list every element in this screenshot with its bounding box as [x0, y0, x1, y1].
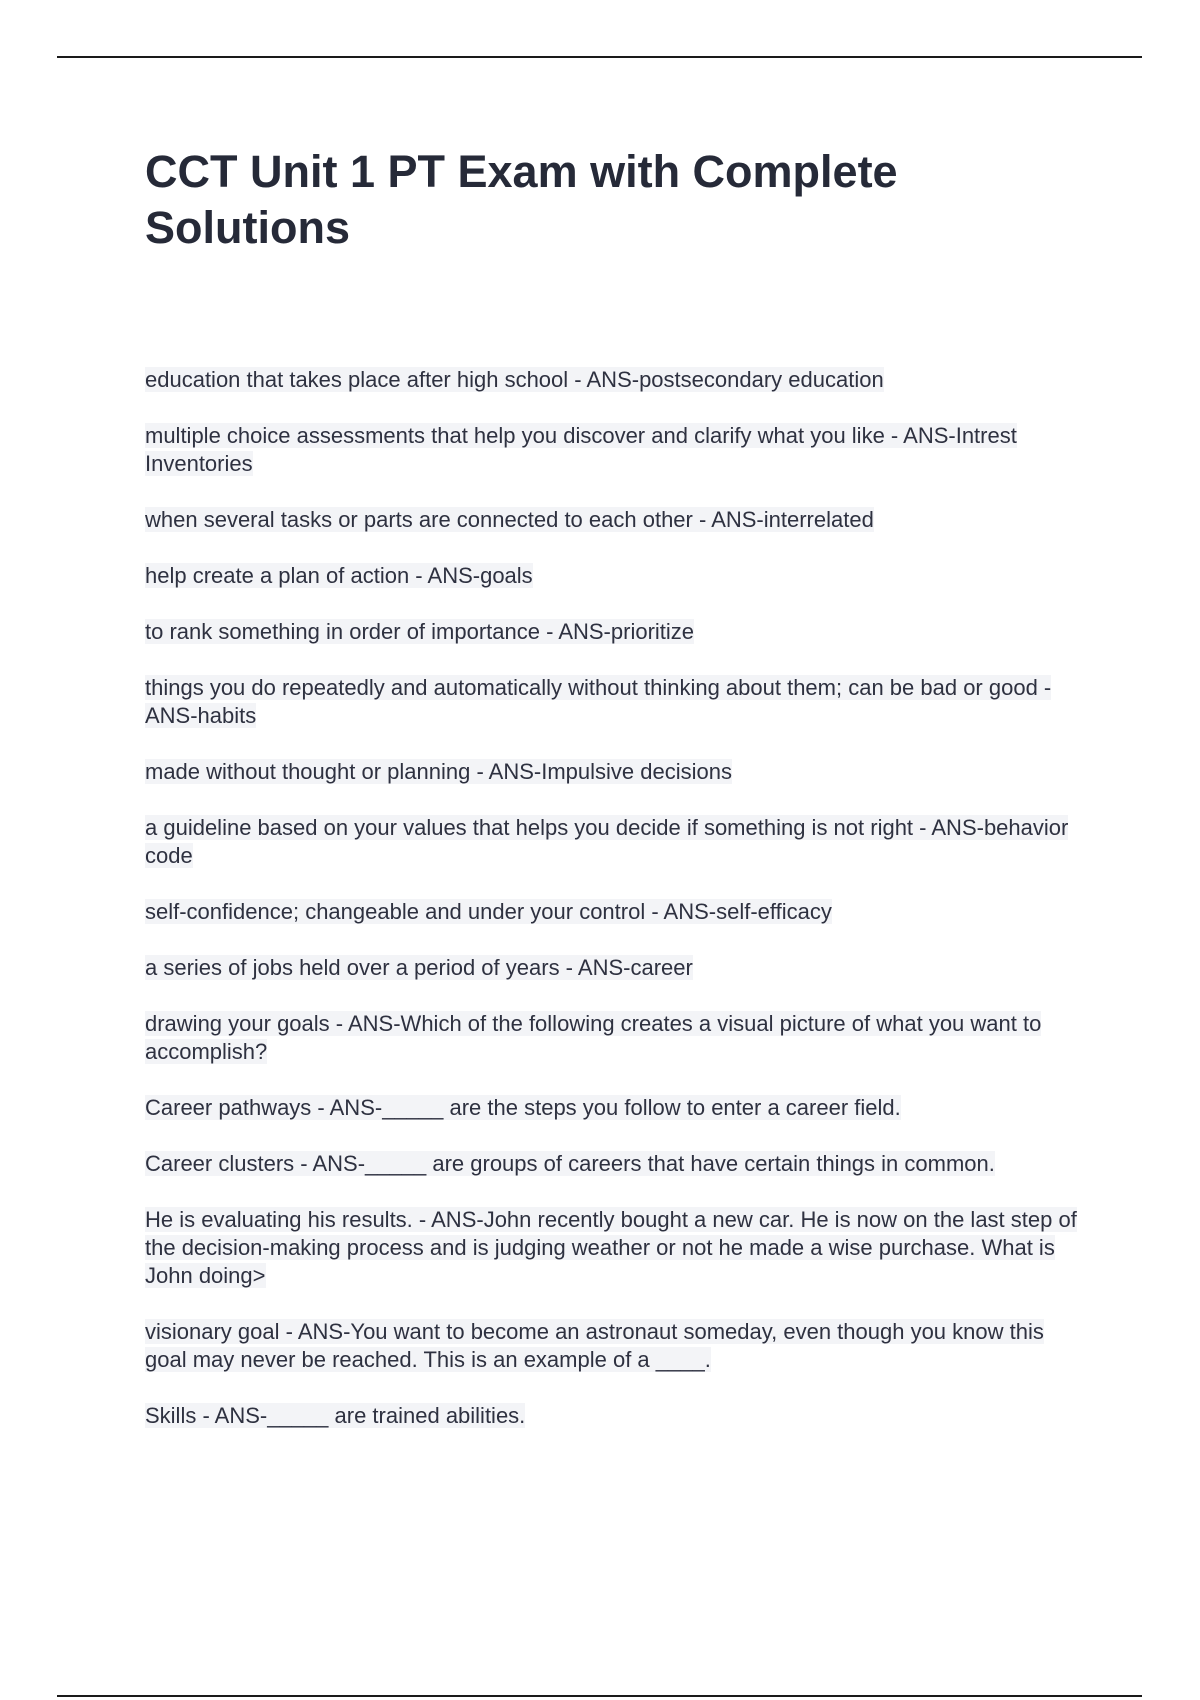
- qa-text: a guideline based on your values that helps you decide if something is not right - ANS-behavior code: [145, 815, 1069, 868]
- qa-text: He is evaluating his results. - ANS-John recently bought a new car. He is now on the last step of the decision-making process and is judging weather or not he made a wise purchase. What is John doing>: [145, 1207, 1077, 1288]
- qa-item: [145, 618, 1085, 646]
- qa-item: [145, 758, 1085, 786]
- qa-item: [145, 562, 1085, 590]
- qa-text: help create a plan of action - ANS-goals: [145, 563, 533, 588]
- qa-item: [145, 814, 1085, 870]
- qa-text: Skills - ANS-_____ are trained abilities.: [145, 1403, 526, 1428]
- qa-item: [145, 674, 1085, 730]
- qa-item: [145, 1206, 1085, 1290]
- qa-text: Career pathways - ANS-_____ are the steps you follow to enter a career field.: [145, 1095, 901, 1120]
- qa-item: [145, 1010, 1085, 1066]
- qa-text: visionary goal - ANS-You want to become an astronaut someday, even though you know this goal may never be reached. This is an example of a ____.: [145, 1319, 1044, 1372]
- bottom-divider: [57, 1695, 1142, 1697]
- top-divider: [57, 56, 1142, 58]
- qa-list: [145, 366, 1085, 1458]
- qa-item: [145, 366, 1085, 394]
- qa-item: [145, 1150, 1085, 1178]
- qa-item: [145, 1318, 1085, 1374]
- qa-text: a series of jobs held over a period of years - ANS-career: [145, 955, 693, 980]
- qa-text: education that takes place after high school - ANS-postsecondary education: [145, 367, 884, 392]
- qa-item: [145, 898, 1085, 926]
- qa-text: Career clusters - ANS-_____ are groups of careers that have certain things in common.: [145, 1151, 995, 1176]
- qa-text: self-confidence; changeable and under your control - ANS-self-efficacy: [145, 899, 832, 924]
- document-title: CCT Unit 1 PT Exam with Complete Solutions: [145, 146, 898, 253]
- qa-text: things you do repeatedly and automatically without thinking about them; can be bad or good - ANS-habits: [145, 675, 1052, 728]
- qa-item: [145, 1402, 1085, 1430]
- qa-text: drawing your goals - ANS-Which of the following creates a visual picture of what you want to accomplish?: [145, 1011, 1042, 1064]
- qa-item: [145, 954, 1085, 982]
- qa-text: to rank something in order of importance - ANS-prioritize: [145, 619, 695, 644]
- qa-item: [145, 1094, 1085, 1122]
- qa-text: when several tasks or parts are connected to each other - ANS-interrelated: [145, 507, 874, 532]
- qa-text: multiple choice assessments that help you discover and clarify what you like - ANS-Intrest Inventories: [145, 423, 1017, 476]
- qa-text: made without thought or planning - ANS-Impulsive decisions: [145, 759, 732, 784]
- qa-item: [145, 422, 1085, 478]
- qa-item: [145, 506, 1085, 534]
